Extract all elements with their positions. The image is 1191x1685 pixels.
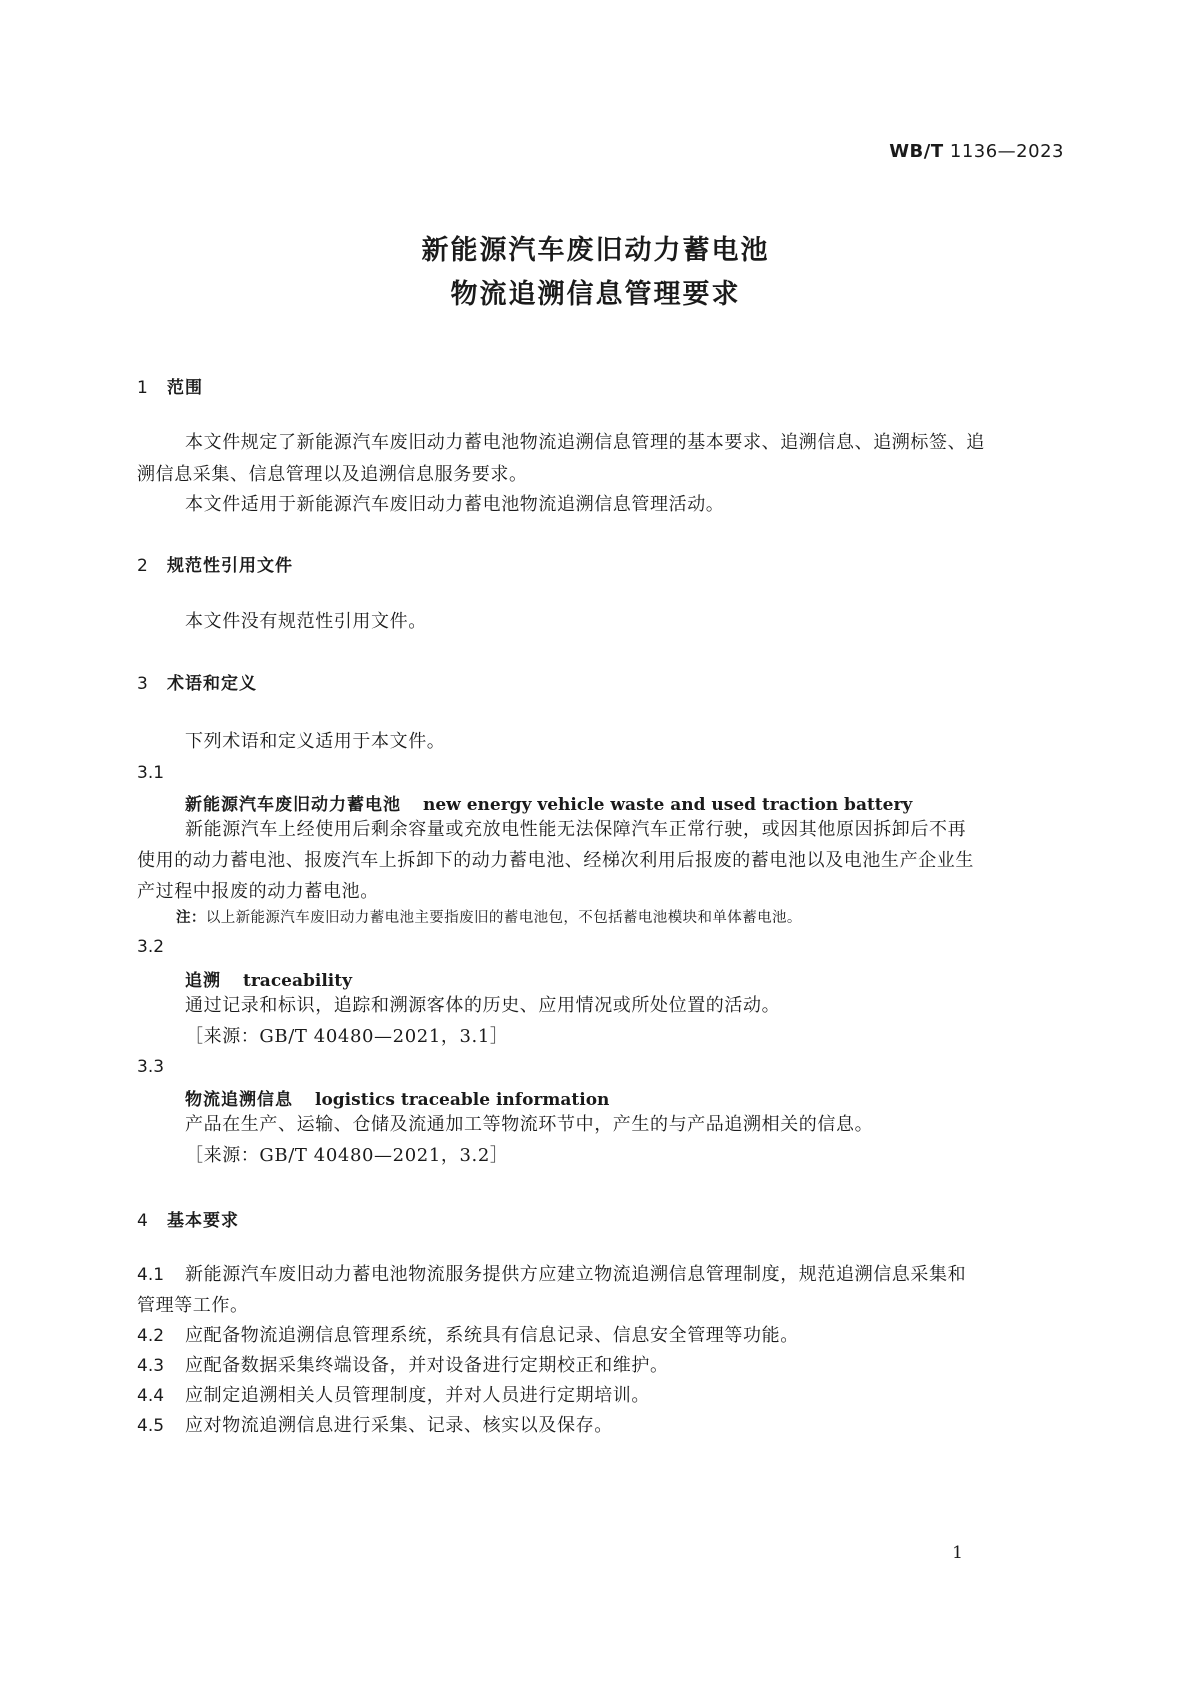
scope-paragraph-2: 本文件适用于新能源汽车废旧动力蓄电池物流追溯信息管理活动。	[185, 494, 725, 515]
requirement-item	[137, 1410, 613, 1442]
requirement-text: 应配备数据采集终端设备，并对设备进行定期校正和维护。	[185, 1355, 669, 1376]
term-english: new energy vehicle waste and used traction battery	[423, 795, 913, 815]
note-label: 注：	[176, 910, 206, 926]
standard-number: 1136—2023	[949, 141, 1064, 162]
section-title: 范围	[167, 378, 203, 398]
requirement-number: 4.1	[137, 1265, 165, 1285]
term-source: ［来源：GB/T 40480—2021，3.1］	[185, 1026, 509, 1047]
requirement-text: 新能源汽车废旧动力蓄电池物流服务提供方应建立物流追溯信息管理制度，规范追溯信息采集和	[185, 1264, 967, 1285]
section-title: 规范性引用文件	[167, 556, 293, 576]
document-title-line2: 物流追溯信息管理要求	[450, 279, 741, 310]
term-english: traceability	[243, 971, 352, 991]
term-definition-line1: 产品在生产、运输、仓储及流通加工等物流环节中，产生的与产品追溯相关的信息。	[185, 1114, 874, 1135]
section-number: 2	[137, 556, 149, 576]
page-number: 1	[952, 1543, 963, 1563]
term-chinese: 物流追溯信息	[185, 1090, 293, 1110]
term-definition-line1: 通过记录和标识，追踪和溯源客体的历史、应用情况或所处位置的活动。	[185, 995, 781, 1016]
term-heading	[185, 966, 352, 991]
note-text: 以上新能源汽车废旧动力蓄电池主要指废旧的蓄电池包，不包括蓄电池模块和单体蓄电池。	[205, 910, 802, 926]
section-title: 基本要求	[167, 1211, 239, 1231]
section-4-heading	[137, 1206, 239, 1231]
term-chinese: 追溯	[185, 971, 221, 991]
requirement-item	[137, 1380, 650, 1412]
term-definition-line1: 新能源汽车上经使用后剩余容量或充放电性能无法保障汽车正常行驶，或因其他原因拆卸后不再	[185, 819, 967, 840]
term-heading	[185, 790, 912, 815]
terms-intro: 下列术语和定义适用于本文件。	[185, 731, 446, 752]
section-title: 术语和定义	[167, 674, 257, 694]
requirement-continuation: 管理等工作。	[137, 1295, 249, 1316]
requirement-number: 4.5	[137, 1416, 165, 1436]
requirement-item	[137, 1259, 966, 1291]
term-source: ［来源：GB/T 40480—2021，3.2］	[185, 1145, 509, 1166]
requirement-text: 应制定追溯相关人员管理制度，并对人员进行定期培训。	[185, 1385, 650, 1406]
term-number: 3.1	[137, 763, 165, 783]
standard-prefix: WB/T	[889, 141, 944, 162]
section-1-heading	[137, 373, 203, 398]
term-heading	[185, 1085, 609, 1110]
requirement-number: 4.2	[137, 1326, 165, 1346]
requirement-number: 4.3	[137, 1356, 165, 1376]
requirement-item	[137, 1320, 799, 1352]
requirement-item	[137, 1350, 669, 1382]
normative-references-paragraph: 本文件没有规范性引用文件。	[185, 611, 427, 632]
section-2-heading	[137, 551, 293, 576]
document-title-line1: 新能源汽车废旧动力蓄电池	[421, 235, 770, 266]
term-definition-line3: 产过程中报废的动力蓄电池。	[137, 881, 379, 902]
requirement-text: 应配备物流追溯信息管理系统，系统具有信息记录、信息安全管理等功能。	[185, 1325, 799, 1346]
standard-code	[889, 141, 1064, 162]
scope-paragraph-1-line2: 溯信息采集、信息管理以及追溯信息服务要求。	[137, 464, 528, 485]
scope-paragraph-1-line1: 本文件规定了新能源汽车废旧动力蓄电池物流追溯信息管理的基本要求、追溯信息、追溯标签、追	[185, 432, 985, 453]
term-english: logistics traceable information	[315, 1090, 610, 1110]
requirement-text: 应对物流追溯信息进行采集、记录、核实以及保存。	[185, 1415, 613, 1436]
requirement-number: 4.4	[137, 1386, 165, 1406]
term-chinese: 新能源汽车废旧动力蓄电池	[185, 795, 401, 815]
section-number: 4	[137, 1211, 149, 1231]
term-note	[176, 906, 802, 927]
term-definition-line2: 使用的动力蓄电池、报废汽车上拆卸下的动力蓄电池、经梯次利用后报废的蓄电池以及电池生产企业生	[137, 850, 974, 871]
term-number: 3.3	[137, 1057, 165, 1077]
section-number: 3	[137, 674, 149, 694]
section-3-heading	[137, 669, 257, 694]
term-number: 3.2	[137, 937, 165, 957]
section-number: 1	[137, 378, 149, 398]
